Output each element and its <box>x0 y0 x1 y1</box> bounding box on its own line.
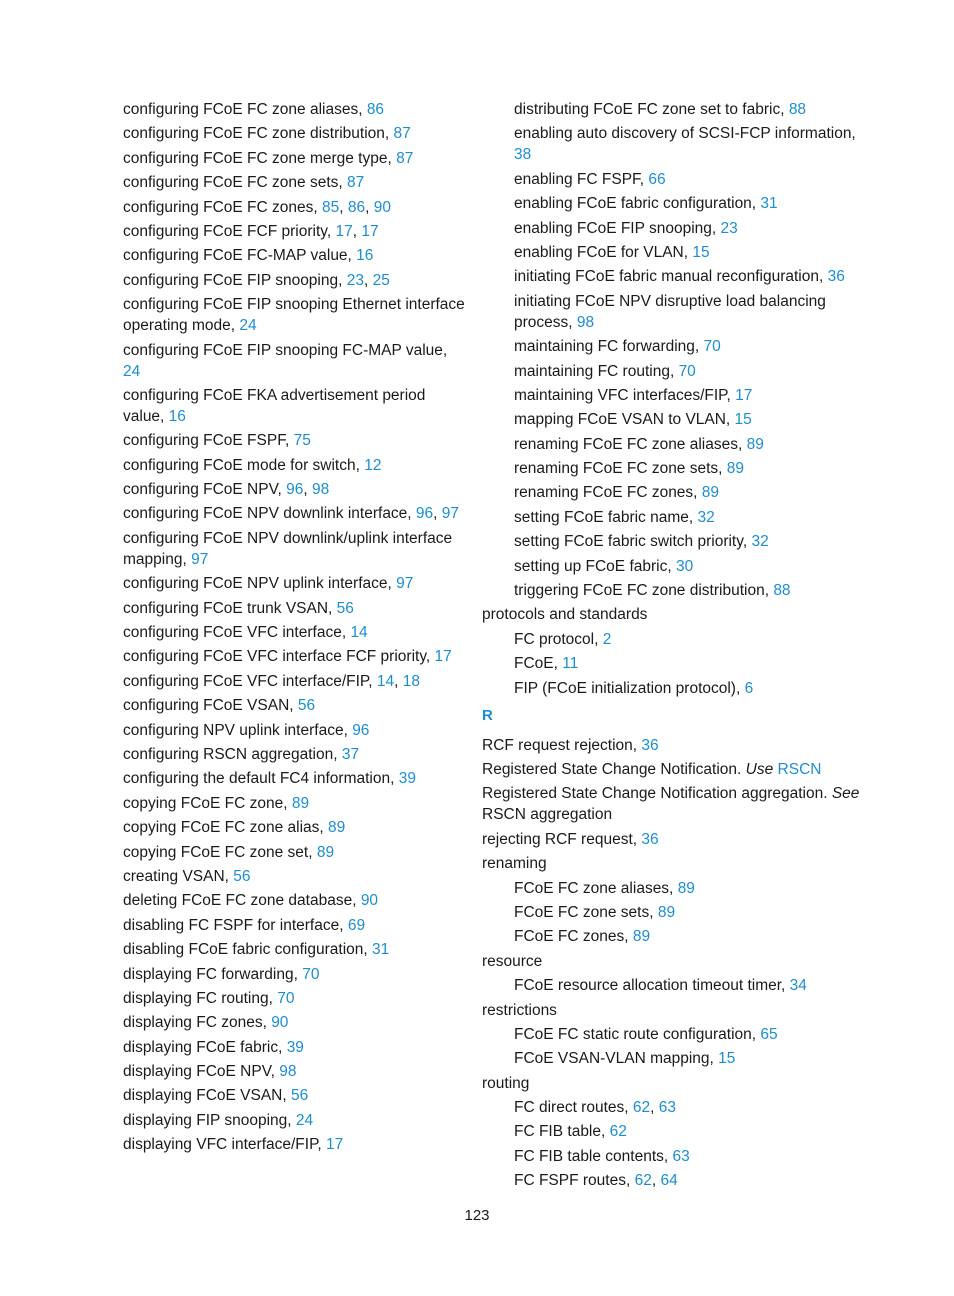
page-link[interactable]: 96 <box>352 721 370 739</box>
index-entry <box>123 939 468 960</box>
page-link[interactable]: 89 <box>632 928 651 946</box>
page-link[interactable]: 37 <box>341 745 360 763</box>
index-term: configuring FCoE FIP snooping, <box>123 271 347 289</box>
index-entry <box>482 1000 877 1021</box>
index-term: configuring FCoE FC zone sets, <box>123 174 347 192</box>
page-link[interactable]: 62 <box>634 1172 652 1190</box>
page-link[interactable]: 23 <box>720 219 738 237</box>
index-entry <box>123 99 468 120</box>
index-term: FC FIB table, <box>514 1123 610 1141</box>
index-term: displaying FCoE VSAN, <box>123 1087 291 1105</box>
index-term: enabling FCoE FIP snooping, <box>514 219 721 237</box>
page-link[interactable]: 14 <box>350 624 368 642</box>
page-link[interactable]: 24 <box>123 362 141 380</box>
index-entry <box>482 99 877 120</box>
index-entry <box>482 829 877 850</box>
index-entry <box>482 123 877 165</box>
index-column-left <box>123 99 468 1159</box>
page-link[interactable]: 97 <box>396 575 414 593</box>
page-link[interactable]: 90 <box>271 1014 289 1032</box>
index-term: configuring FCoE FKA advertisement period value, <box>123 386 426 425</box>
page-link[interactable]: 16 <box>168 407 186 425</box>
page-link[interactable]: 16 <box>356 247 374 265</box>
index-entry <box>123 890 468 911</box>
index-entry <box>482 580 877 601</box>
index-term: R <box>482 706 493 724</box>
index-entry <box>482 336 877 357</box>
page-link[interactable]: 56 <box>291 1087 309 1105</box>
page-link[interactable]: 11 <box>562 655 579 673</box>
index-entry <box>123 866 468 887</box>
page-link[interactable]: 89 <box>677 879 695 897</box>
index-term: configuring FCoE FIP snooping FC-MAP value, <box>123 341 448 359</box>
index-entry <box>123 842 468 863</box>
index-term: RCF request rejection, <box>482 736 642 754</box>
index-entry <box>123 964 468 985</box>
index-term: copying FCoE FC zone set, <box>123 843 317 861</box>
index-term: routing <box>482 1074 530 1092</box>
index-entry: configuring FCoE FIP snooping, 23, 25 <box>123 271 390 289</box>
page-link[interactable]: 69 <box>347 916 366 934</box>
index-term: copying FCoE FC zone, <box>123 794 292 812</box>
page-link[interactable]: 96 <box>286 481 304 499</box>
index-entry <box>482 507 877 528</box>
index-entry <box>123 1110 468 1131</box>
index-entry <box>123 385 468 427</box>
index-term: enabling auto discovery of SCSI-FCP information, <box>514 125 856 143</box>
index-term: FCoE FC zone aliases, <box>514 879 678 897</box>
page-link[interactable]: 96 <box>415 505 434 523</box>
index-entry <box>482 1024 877 1045</box>
index-entry <box>482 291 877 333</box>
page-link[interactable]: 38 <box>514 146 532 164</box>
index-entry: FC FSPF routes, 62, 64 <box>514 1172 678 1190</box>
index-term: FC protocol, <box>514 630 603 648</box>
index-entry <box>123 148 468 169</box>
page-link[interactable]: 17 <box>361 222 379 240</box>
page-link[interactable]: 17 <box>326 1136 344 1154</box>
index-term: configuring FCoE VFC interface/FIP, <box>123 672 377 690</box>
index-term: FCoE FC zone sets, <box>514 903 658 921</box>
index-term: displaying FC routing, <box>123 989 278 1007</box>
index-entry <box>482 242 877 263</box>
page-link[interactable]: 39 <box>286 1038 304 1056</box>
index-term: initiating FCoE NPV disruptive load balancing process, <box>514 292 826 331</box>
cross-reference-link[interactable]: RSCN <box>777 760 822 778</box>
index-term: deleting FCoE FC zone database, <box>123 892 361 910</box>
index-entry <box>123 1037 468 1058</box>
page-link[interactable]: 36 <box>641 736 659 754</box>
cross-reference-keyword: Use <box>745 760 774 778</box>
index-entry <box>123 793 468 814</box>
index-entry <box>123 988 468 1009</box>
index-term: Registered State Change Notification. <box>482 760 746 778</box>
index-entry <box>123 744 468 765</box>
index-entry <box>123 245 468 266</box>
index-term: configuring FCoE FC zone distribution, <box>123 125 394 143</box>
index-entry <box>123 123 468 144</box>
page-link[interactable]: 25 <box>372 271 390 289</box>
index-term: configuring FCoE NPV downlink interface, <box>123 505 416 523</box>
index-entry <box>123 622 468 643</box>
page-link[interactable]: 39 <box>398 770 416 788</box>
index-entry <box>123 817 468 838</box>
page-link[interactable]: 89 <box>746 435 764 453</box>
page-link[interactable]: 15 <box>718 1050 736 1068</box>
page-link[interactable]: 31 <box>372 941 390 959</box>
page-link[interactable]: 86 <box>347 198 366 216</box>
index-entry <box>123 768 468 789</box>
index-entry <box>123 340 468 382</box>
index-entry <box>482 926 877 947</box>
index-term: FCoE resource allocation timeout timer, <box>514 977 790 995</box>
index-entry <box>482 458 877 479</box>
index-term: FC FSPF routes, <box>514 1172 635 1190</box>
index-term: FIP (FCoE initialization protocol), <box>514 679 745 697</box>
index-term: restrictions <box>482 1001 557 1019</box>
index-term: renaming FCoE FC zone sets, <box>514 460 727 478</box>
page-link[interactable]: 88 <box>788 101 807 118</box>
index-entry <box>123 1012 468 1033</box>
index-entry <box>482 951 877 972</box>
page-link[interactable]: 15 <box>734 411 752 429</box>
page-link[interactable]: 86 <box>366 101 385 118</box>
index-term: displaying VFC interface/FIP, <box>123 1136 327 1154</box>
page-link[interactable]: 17 <box>735 386 753 404</box>
page-link[interactable]: 89 <box>328 819 346 837</box>
index-term: FCoE, <box>514 655 563 673</box>
index-term: FCoE VSAN-VLAN mapping, <box>514 1050 719 1068</box>
index-entry <box>123 695 468 716</box>
page-link[interactable]: 87 <box>396 149 414 167</box>
index-entry <box>123 598 468 619</box>
index-entry <box>123 720 468 741</box>
page-link[interactable]: 23 <box>346 271 364 289</box>
index-entry: configuring FCoE VFC interface/FIP, 14, 18 <box>123 672 420 690</box>
index-term: initiating FCoE fabric manual reconfiguration, <box>514 268 828 286</box>
index-entry <box>482 531 877 552</box>
index-term: resource <box>482 952 543 970</box>
index-term: displaying FIP snooping, <box>123 1111 296 1129</box>
page-link[interactable]: 88 <box>773 582 791 600</box>
page-link[interactable]: 17 <box>335 222 353 240</box>
index-term: displaying FCoE fabric, <box>123 1038 287 1056</box>
cross-reference-keyword: See <box>831 785 860 803</box>
index-term: distributing FCoE FC zone set to fabric, <box>514 101 789 118</box>
page-link[interactable]: 64 <box>660 1172 678 1190</box>
page-link[interactable]: 56 <box>297 697 316 715</box>
page-link[interactable]: 34 <box>789 977 807 995</box>
index-entry <box>123 1061 468 1082</box>
index-entry: FC direct routes, 62, 63 <box>514 1099 676 1117</box>
page-link[interactable]: 32 <box>697 508 715 526</box>
index-entry <box>482 218 877 239</box>
page-link[interactable]: 87 <box>393 125 411 143</box>
index-term: configuring FCoE VFC interface FCF priority, <box>123 648 435 666</box>
page-link[interactable]: 70 <box>678 362 696 380</box>
page-link[interactable]: 90 <box>373 198 392 216</box>
index-entry <box>482 1146 877 1167</box>
page-link[interactable]: 36 <box>827 268 845 286</box>
index-entry <box>482 853 877 874</box>
page-link[interactable]: 89 <box>726 460 745 478</box>
index-entry <box>482 878 877 899</box>
index-term: enabling FCoE for VLAN, <box>514 243 693 261</box>
index-entry <box>482 482 877 503</box>
page-link[interactable]: 17 <box>434 648 452 666</box>
index-term: enabling FC FSPF, <box>514 170 649 188</box>
index-term: configuring FCoE mode for switch, <box>123 456 365 474</box>
index-entry <box>123 1085 468 1106</box>
index-term: configuring FCoE VSAN, <box>123 697 298 715</box>
index-entry <box>482 361 877 382</box>
index-term: configuring FCoE FSPF, <box>123 432 294 450</box>
index-term: configuring FCoE FCF priority, <box>123 222 336 240</box>
index-entry <box>482 735 877 756</box>
index-letter-heading <box>482 705 877 726</box>
page-link[interactable]: 63 <box>658 1099 676 1117</box>
index-entry <box>123 455 468 476</box>
page-link[interactable]: 85 <box>322 198 340 216</box>
page-link[interactable]: 62 <box>609 1123 627 1141</box>
page-link[interactable]: 63 <box>672 1147 690 1165</box>
page-link[interactable]: 24 <box>239 317 257 335</box>
page-link[interactable]: 12 <box>364 456 382 474</box>
page-link[interactable]: 89 <box>657 903 676 921</box>
index-entry <box>482 193 877 214</box>
page-link[interactable]: 98 <box>312 481 330 499</box>
page-link[interactable]: 32 <box>751 533 769 551</box>
index-entry: configuring FCoE FCF priority, 17, 17 <box>123 222 379 240</box>
index-term: protocols and standards <box>482 606 648 624</box>
index-term: configuring FCoE FC-MAP value, <box>123 247 357 265</box>
index-term: disabling FC FSPF for interface, <box>123 916 348 934</box>
index-entry <box>123 172 468 193</box>
page-link[interactable]: 89 <box>701 484 720 502</box>
index-entry <box>482 902 877 923</box>
index-entry <box>482 759 877 780</box>
index-term: setting up FCoE fabric, <box>514 557 676 575</box>
index-term: renaming <box>482 855 547 873</box>
index-term: configuring FCoE NPV downlink/uplink interface mapping, <box>123 529 453 568</box>
index-term: FC FIB table contents, <box>514 1147 673 1165</box>
page-link[interactable]: 56 <box>336 599 354 617</box>
index-entry <box>482 604 877 625</box>
index-term: configuring RSCN aggregation, <box>123 745 342 763</box>
index-term: FCoE FC zones, <box>514 928 633 946</box>
index-entry <box>123 646 468 667</box>
index-entry <box>123 915 468 936</box>
index-term: renaming FCoE FC zones, <box>514 484 702 502</box>
page-link[interactable]: 89 <box>291 794 310 812</box>
index-entry <box>482 1048 877 1069</box>
index-term: configuring FCoE VFC interface, <box>123 624 351 642</box>
page-link[interactable]: 31 <box>760 195 778 213</box>
index-term: FCoE FC static route configuration, <box>514 1025 761 1043</box>
index-entry: configuring FCoE NPV downlink interface, 96, 97 <box>123 505 460 523</box>
index-term: rejecting RCF request, <box>482 830 642 848</box>
index-term: maintaining FC routing, <box>514 362 679 380</box>
index-term: displaying FC forwarding, <box>123 965 303 983</box>
index-term: configuring the default FC4 information, <box>123 770 399 788</box>
page-link[interactable]: 70 <box>277 989 295 1007</box>
index-term: Registered State Change Notification aggregation. <box>482 785 832 803</box>
page-number: 123 <box>464 1207 490 1224</box>
page-link[interactable]: 97 <box>191 550 209 568</box>
index-entry <box>482 783 877 825</box>
index-entry <box>123 573 468 594</box>
index-entry <box>482 975 877 996</box>
index-term: configuring FCoE FIP snooping Ethernet interface operating mode, <box>123 296 465 335</box>
page-link[interactable]: 97 <box>441 505 460 523</box>
page-link[interactable]: 24 <box>295 1111 314 1129</box>
page-link[interactable]: 66 <box>648 170 666 188</box>
page-link[interactable]: 89 <box>316 843 335 861</box>
index-term: displaying FC zones, <box>123 1014 272 1032</box>
index-entry <box>482 1121 877 1142</box>
index-term: copying FCoE FC zone alias, <box>123 819 329 837</box>
page-link[interactable]: 14 <box>376 672 395 690</box>
page-link[interactable]: 62 <box>632 1099 651 1117</box>
index-entry <box>482 266 877 287</box>
index-term: displaying FCoE NPV, <box>123 1063 280 1081</box>
index-term: configuring FCoE NPV uplink interface, <box>123 575 397 593</box>
index-term: configuring FCoE FC zone aliases, <box>123 101 367 118</box>
page-link[interactable]: 6 <box>744 679 754 697</box>
index-term: configuring NPV uplink interface, <box>123 721 353 739</box>
index-term: configuring FCoE trunk VSAN, <box>123 599 337 617</box>
page-link[interactable]: 18 <box>402 672 420 690</box>
page-link[interactable]: 98 <box>279 1063 297 1081</box>
index-term: setting FCoE fabric switch priority, <box>514 533 752 551</box>
index-term: setting FCoE fabric name, <box>514 508 698 526</box>
index-entry <box>482 629 877 650</box>
page-link[interactable]: 90 <box>360 892 379 910</box>
index-entry <box>482 434 877 455</box>
index-term: FC direct routes, <box>514 1099 633 1117</box>
index-entry <box>482 678 877 699</box>
page-link[interactable]: 56 <box>233 867 251 885</box>
page-link[interactable]: 30 <box>675 557 694 575</box>
index-entry <box>123 1134 468 1155</box>
index-term: creating VSAN, <box>123 867 234 885</box>
page-link[interactable]: 15 <box>692 243 710 261</box>
cross-reference-target: RSCN aggregation <box>482 806 613 824</box>
page-link[interactable]: 70 <box>703 338 721 356</box>
index-entry <box>482 385 877 406</box>
index-entry <box>123 294 468 336</box>
page-link[interactable]: 70 <box>302 965 320 983</box>
index-entry <box>123 528 468 570</box>
index-term: renaming FCoE FC zone aliases, <box>514 435 747 453</box>
index-entry <box>482 556 877 577</box>
index-term: mapping FCoE VSAN to VLAN, <box>514 411 735 429</box>
index-term: maintaining VFC interfaces/FIP, <box>514 386 736 404</box>
page-link[interactable]: 2 <box>602 630 612 648</box>
page-link[interactable]: 98 <box>576 313 595 331</box>
index-term: maintaining FC forwarding, <box>514 338 704 356</box>
page-link[interactable]: 65 <box>760 1025 778 1043</box>
index-term: configuring FCoE FC zone merge type, <box>123 149 397 167</box>
index-term: configuring FCoE FC zones, <box>123 198 323 216</box>
index-entry <box>482 169 877 190</box>
index-entry: configuring FCoE FC zones, 85, 86, 90 <box>123 198 392 216</box>
index-entry <box>123 430 468 451</box>
index-term: configuring FCoE NPV, <box>123 481 287 499</box>
index-entry <box>482 1073 877 1094</box>
page-link[interactable]: 36 <box>641 830 659 848</box>
index-column-right <box>482 99 877 1195</box>
index-term: disabling FCoE fabric configuration, <box>123 941 372 959</box>
index-entry <box>482 409 877 430</box>
page-link[interactable]: 75 <box>293 432 311 450</box>
index-term: enabling FCoE fabric configuration, <box>514 195 761 213</box>
page-link[interactable]: 87 <box>347 174 365 192</box>
index-entry <box>482 653 877 674</box>
index-term: triggering FCoE FC zone distribution, <box>514 582 774 600</box>
index-entry: configuring FCoE NPV, 96, 98 <box>123 481 330 499</box>
